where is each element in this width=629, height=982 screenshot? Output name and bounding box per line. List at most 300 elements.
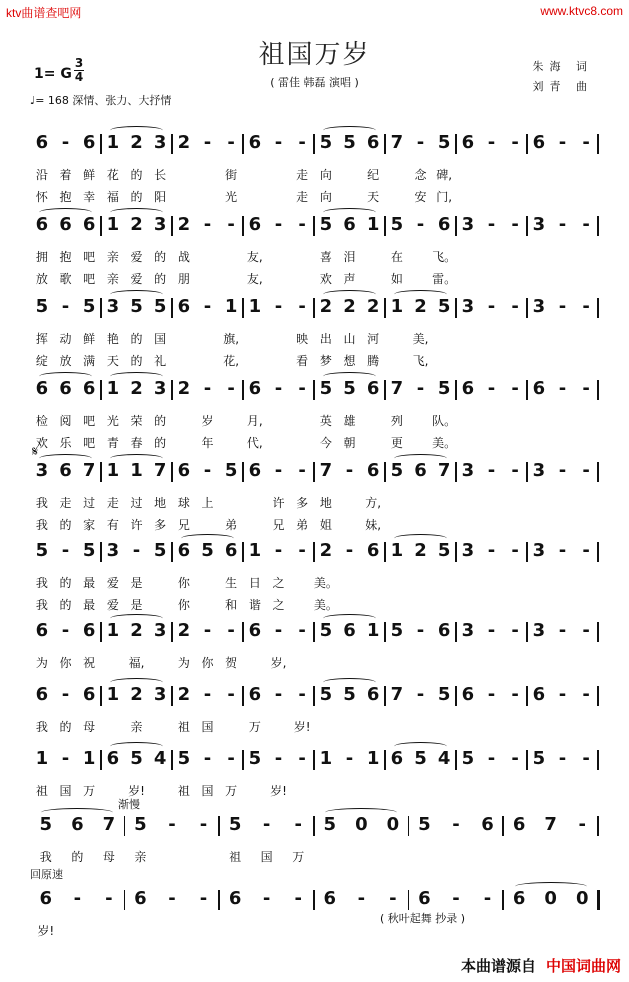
- bar-line: [597, 816, 599, 836]
- note: 0: [355, 814, 368, 835]
- note: 1: [390, 296, 404, 317]
- lyric-syllable: 亲: [106, 272, 119, 286]
- bar-line: [597, 298, 599, 318]
- lyric-syllable: 之: [272, 598, 285, 612]
- note: -: [298, 460, 306, 481]
- bar-line: [100, 622, 102, 642]
- lyric-line: [0, 248, 629, 264]
- slur: [323, 614, 377, 623]
- lyric-syllable: 走: [296, 190, 309, 204]
- lyric-syllable: 兄: [177, 518, 190, 532]
- lyric-syllable: 念: [414, 168, 427, 182]
- note: 1: [366, 748, 380, 769]
- lyric-syllable: 更: [390, 436, 403, 450]
- bar-line: [408, 816, 410, 836]
- bar-line: [455, 462, 457, 482]
- bar-line: [526, 542, 528, 562]
- note: -: [227, 132, 235, 153]
- notes-line: [0, 460, 629, 482]
- bar-line: [455, 134, 457, 154]
- lyric-syllable: 乐: [59, 436, 72, 450]
- note: 6: [35, 132, 49, 153]
- note: 6: [414, 460, 427, 481]
- note: -: [487, 620, 496, 641]
- lyric-syllable: 母: [102, 850, 115, 864]
- note: 5: [319, 132, 333, 153]
- lyric-line: [0, 718, 629, 734]
- source-credit: [461, 955, 621, 976]
- lyric-syllable: 沿: [35, 168, 48, 182]
- note: -: [452, 814, 460, 835]
- note: -: [345, 460, 354, 481]
- note: 5: [201, 540, 214, 561]
- note: -: [61, 296, 70, 317]
- note: -: [416, 378, 425, 399]
- note: 6: [418, 888, 431, 909]
- note: 1: [106, 132, 120, 153]
- note: -: [274, 296, 283, 317]
- bar-line: [242, 462, 244, 482]
- note: 6: [343, 214, 356, 235]
- lyric-syllable: 岁!: [270, 784, 287, 798]
- notes-line: [0, 748, 629, 770]
- lyric-syllable: 月,: [246, 414, 263, 428]
- note: 4: [437, 748, 451, 769]
- note: 2: [130, 132, 143, 153]
- lyric-syllable: 天: [367, 190, 380, 204]
- tempo-marking: ♩= 168 深情、张力、大抒情: [30, 94, 172, 107]
- lyric-syllable: 爱: [106, 576, 119, 590]
- lyric-syllable: 贺: [225, 656, 238, 670]
- slur: [323, 678, 377, 687]
- lyric-syllable: 吧: [83, 414, 96, 428]
- lyric-syllable: 岁,: [270, 656, 287, 670]
- lyric-syllable: 友,: [246, 272, 263, 286]
- note: 5: [35, 540, 49, 561]
- lyric-syllable: 列: [390, 414, 403, 428]
- note: -: [61, 748, 70, 769]
- note: -: [487, 540, 496, 561]
- note: -: [578, 814, 586, 835]
- bar-line: [313, 686, 315, 706]
- note: 5: [343, 378, 356, 399]
- lyric-syllable: 吧: [83, 436, 96, 450]
- lyric-line: [0, 352, 629, 368]
- notes-line: [0, 540, 629, 562]
- note: 6: [461, 684, 475, 705]
- note: -: [203, 748, 212, 769]
- lyric-syllable: 的: [154, 436, 167, 450]
- note: 1: [319, 748, 333, 769]
- note: 1: [35, 748, 49, 769]
- lyric-syllable: 的: [154, 414, 167, 428]
- note: 6: [248, 214, 262, 235]
- note: 6: [59, 378, 72, 399]
- lyric-line: [0, 412, 629, 428]
- lyric-syllable: 阳: [154, 190, 167, 204]
- lyric-syllable: 美。: [313, 598, 338, 612]
- lyric-syllable: 检: [35, 414, 48, 428]
- bar-line: [455, 622, 457, 642]
- note: 6: [106, 748, 120, 769]
- note: -: [274, 748, 283, 769]
- lyric-syllable: 朝: [343, 436, 356, 450]
- time-signature: [74, 58, 84, 83]
- note: -: [511, 296, 519, 317]
- note: -: [582, 748, 590, 769]
- lyric-syllable: 光: [106, 414, 119, 428]
- bar-line: [526, 380, 528, 400]
- bar-line: [455, 686, 457, 706]
- note: -: [511, 378, 519, 399]
- note: 6: [39, 888, 53, 909]
- bar-line: [242, 686, 244, 706]
- lyric-syllable: 有: [106, 518, 119, 532]
- bar-line: [171, 462, 173, 482]
- lyric-syllable: 祖: [177, 784, 190, 798]
- lyric-syllable: 你: [201, 656, 214, 670]
- bar-line: [526, 298, 528, 318]
- lyric-syllable: 走: [59, 496, 72, 510]
- lyric-syllable: 许: [272, 496, 285, 510]
- bar-line: [171, 542, 173, 562]
- bar-line: [384, 216, 386, 236]
- bar-line: [242, 542, 244, 562]
- lyric-syllable: 国: [201, 720, 214, 734]
- note: 6: [366, 378, 380, 399]
- bar-line: [100, 750, 102, 770]
- lyric-syllable: 的: [130, 354, 143, 368]
- note: 5: [390, 620, 404, 641]
- note: -: [416, 214, 425, 235]
- note: 6: [228, 888, 242, 909]
- note: 2: [177, 620, 191, 641]
- lyric-syllable: 弟: [225, 518, 238, 532]
- notes-line: [0, 814, 629, 836]
- note: 5: [130, 748, 143, 769]
- lyric-syllable: 如: [390, 272, 403, 286]
- note: 5: [319, 620, 333, 641]
- lyric-syllable: 日: [248, 576, 261, 590]
- note: -: [558, 214, 567, 235]
- lyric-syllable: 方,: [365, 496, 382, 510]
- note: 5: [35, 296, 49, 317]
- note: 5: [228, 814, 242, 835]
- lyric-syllable: 友,: [246, 250, 263, 264]
- lyric-syllable: 英: [319, 414, 332, 428]
- lyric-syllable: 祖: [177, 720, 190, 734]
- lyric-syllable: 放: [35, 272, 48, 286]
- note: 1: [248, 296, 262, 317]
- bar-line: [100, 462, 102, 482]
- slur: [110, 290, 164, 299]
- note: 6: [35, 214, 49, 235]
- bar-line: [597, 134, 599, 154]
- note: 5: [414, 748, 427, 769]
- note: 6: [177, 296, 191, 317]
- segno-icon: 𝄋: [32, 444, 39, 460]
- note: -: [227, 748, 235, 769]
- note: 7: [102, 814, 116, 835]
- bar-line: [242, 216, 244, 236]
- lyric-syllable: 地: [154, 496, 167, 510]
- lyric-syllable: 门,: [436, 190, 453, 204]
- lyric-syllable: 歌: [59, 272, 72, 286]
- note: 6: [59, 460, 72, 481]
- lyric-syllable: 旗,: [223, 332, 240, 346]
- lyric-syllable: 满: [83, 354, 96, 368]
- lyric-syllable: 幸: [83, 190, 96, 204]
- lyric-syllable: 爱: [130, 250, 143, 264]
- note: -: [298, 296, 306, 317]
- bar-line: [171, 686, 173, 706]
- lyric-syllable: 岁: [201, 414, 214, 428]
- note: -: [511, 684, 519, 705]
- lyric-syllable: 球: [177, 496, 190, 510]
- note: -: [582, 132, 590, 153]
- lyric-syllable: 青: [106, 436, 119, 450]
- lyric-syllable: 走: [106, 496, 119, 510]
- lyric-syllable: 光: [225, 190, 238, 204]
- note: -: [105, 888, 113, 909]
- lyric-syllable: 的: [59, 720, 72, 734]
- note: 6: [134, 888, 147, 909]
- lyric-syllable: 艳: [106, 332, 119, 346]
- bar-line: [242, 750, 244, 770]
- note: 6: [177, 460, 191, 481]
- slur: [325, 808, 397, 817]
- source-label: 本曲谱源自: [460, 957, 536, 975]
- lyric-syllable: 我: [35, 720, 48, 734]
- note: -: [511, 214, 519, 235]
- note: 2: [130, 684, 143, 705]
- lyric-syllable: 生: [225, 576, 238, 590]
- note: 1: [106, 620, 120, 641]
- note: 1: [106, 214, 120, 235]
- note: 5: [343, 132, 356, 153]
- note: 6: [248, 132, 262, 153]
- lyric-syllable: 我: [35, 598, 48, 612]
- lyric-syllable: 和: [225, 598, 238, 612]
- note: 6: [35, 620, 49, 641]
- note: 6: [248, 378, 262, 399]
- note: -: [274, 684, 283, 705]
- note: -: [61, 684, 70, 705]
- note: 2: [319, 540, 333, 561]
- note: 5: [319, 684, 333, 705]
- note: 2: [177, 132, 191, 153]
- note: 6: [390, 748, 404, 769]
- lyric-syllable: 鲜: [83, 168, 96, 182]
- slur: [110, 208, 164, 217]
- note: 2: [343, 296, 356, 317]
- slur: [41, 808, 113, 817]
- lyric-syllable: 许: [130, 518, 143, 532]
- slur: [323, 208, 377, 217]
- note: 6: [82, 378, 96, 399]
- note: 6: [82, 132, 96, 153]
- note: 2: [130, 214, 143, 235]
- note: 6: [532, 132, 546, 153]
- note: -: [203, 620, 212, 641]
- note: 3: [461, 620, 475, 641]
- lyric-syllable: 祖: [35, 784, 48, 798]
- note: 7: [544, 814, 557, 835]
- bar-line: [597, 622, 599, 642]
- note: -: [487, 132, 496, 153]
- lyric-syllable: 着: [59, 168, 72, 182]
- note: 6: [366, 460, 380, 481]
- note: -: [203, 214, 212, 235]
- lyric-syllable: 我: [35, 496, 48, 510]
- bar-line: [597, 380, 599, 400]
- lyric-syllable: 泪: [343, 250, 356, 264]
- lyric-syllable: 想: [343, 354, 356, 368]
- singers: ( 雷佳 韩磊 演唱 ): [270, 76, 359, 89]
- note: -: [298, 132, 306, 153]
- bar-line: [384, 750, 386, 770]
- note: 6: [82, 214, 96, 235]
- lyric-syllable: 万: [248, 720, 261, 734]
- note: -: [298, 378, 306, 399]
- note: 5: [390, 460, 404, 481]
- lyric-syllable: 花: [106, 168, 119, 182]
- lyric-line: [0, 434, 629, 450]
- note: 1: [366, 620, 380, 641]
- lyric-syllable: 过: [130, 496, 143, 510]
- note: 3: [461, 540, 475, 561]
- note: 3: [532, 460, 546, 481]
- bar-line: [171, 380, 173, 400]
- lyric-syllable: 亲: [134, 850, 147, 864]
- note: 5: [437, 684, 451, 705]
- lyric-syllable: 的: [59, 576, 72, 590]
- lyric-syllable: 福: [106, 190, 119, 204]
- note: -: [298, 540, 306, 561]
- lyric-syllable: 走: [296, 168, 309, 182]
- note: 6: [82, 684, 96, 705]
- lyric-syllable: 声: [343, 272, 356, 286]
- time-top: 3: [74, 56, 84, 70]
- note: 6: [437, 214, 451, 235]
- bar-line: [455, 542, 457, 562]
- lyric-syllable: 吧: [83, 250, 96, 264]
- note: -: [582, 296, 590, 317]
- lyric-line: [0, 596, 629, 612]
- note: 6: [481, 814, 494, 835]
- bar-line: [218, 890, 220, 910]
- lyric-syllable: 国: [260, 850, 273, 864]
- lyric-syllable: 地: [319, 496, 332, 510]
- note: 3: [461, 460, 475, 481]
- bar-line: [502, 890, 504, 910]
- bar-line: [171, 622, 173, 642]
- lyric-syllable: 的: [154, 250, 167, 264]
- bar-line: [313, 134, 315, 154]
- note: -: [558, 296, 567, 317]
- note: 1: [106, 684, 120, 705]
- lyric-syllable: 抱: [59, 190, 72, 204]
- bar-line: [597, 890, 600, 910]
- note: 6: [248, 684, 262, 705]
- lyric-syllable: 山: [343, 332, 356, 346]
- slur: [110, 678, 164, 687]
- note: 5: [248, 748, 262, 769]
- note: -: [73, 888, 82, 909]
- lyric-syllable: 的: [130, 190, 143, 204]
- bar-line: [455, 750, 457, 770]
- bar-line: [313, 216, 315, 236]
- lyric-syllable: 的: [154, 272, 167, 286]
- lyric-line: [0, 188, 629, 204]
- note: -: [274, 620, 283, 641]
- bar-line: [313, 298, 315, 318]
- lyric-syllable: 岁!: [128, 784, 145, 798]
- lyric-syllable: 过: [83, 496, 96, 510]
- note: -: [558, 378, 567, 399]
- note: 1: [106, 378, 120, 399]
- note: -: [227, 620, 235, 641]
- bar-line: [384, 542, 386, 562]
- bar-line: [502, 816, 504, 836]
- note: 6: [177, 540, 191, 561]
- note: 6: [437, 620, 451, 641]
- lyric-syllable: 春: [130, 436, 143, 450]
- bar-line: [242, 622, 244, 642]
- composer: 刘青 曲: [532, 80, 593, 93]
- note: 7: [390, 378, 404, 399]
- bar-line: [100, 134, 102, 154]
- note: -: [582, 540, 590, 561]
- note: 5: [153, 540, 167, 561]
- note: 1: [106, 460, 120, 481]
- lyric-syllable: 在: [390, 250, 403, 264]
- lyric-syllable: 国: [201, 784, 214, 798]
- bar-line: [597, 542, 599, 562]
- slur: [394, 290, 448, 299]
- bar-line: [597, 216, 599, 236]
- bar-line: [455, 298, 457, 318]
- lyric-syllable: 今: [319, 436, 332, 450]
- lyric-syllable: 看: [296, 354, 309, 368]
- note: -: [203, 378, 212, 399]
- lyric-syllable: 向: [319, 168, 332, 182]
- lyric-line: [0, 166, 629, 182]
- note: -: [416, 132, 425, 153]
- note: -: [558, 684, 567, 705]
- note: 6: [461, 378, 475, 399]
- lyric-syllable: 是: [130, 576, 143, 590]
- lyric-syllable: 河: [367, 332, 380, 346]
- note: -: [61, 540, 70, 561]
- lyric-line: [0, 574, 629, 590]
- lyric-syllable: 花,: [223, 354, 240, 368]
- note: -: [511, 132, 519, 153]
- note: 2: [414, 540, 427, 561]
- bar-line: [171, 134, 173, 154]
- note: 6: [224, 540, 238, 561]
- note: 7: [82, 460, 96, 481]
- bar-line: [384, 462, 386, 482]
- note: -: [227, 214, 235, 235]
- note: -: [416, 620, 425, 641]
- note: 6: [343, 620, 356, 641]
- note: -: [558, 132, 567, 153]
- bar-line: [526, 686, 528, 706]
- lyric-syllable: 最: [83, 576, 96, 590]
- note: 6: [248, 460, 262, 481]
- note: 5: [437, 378, 451, 399]
